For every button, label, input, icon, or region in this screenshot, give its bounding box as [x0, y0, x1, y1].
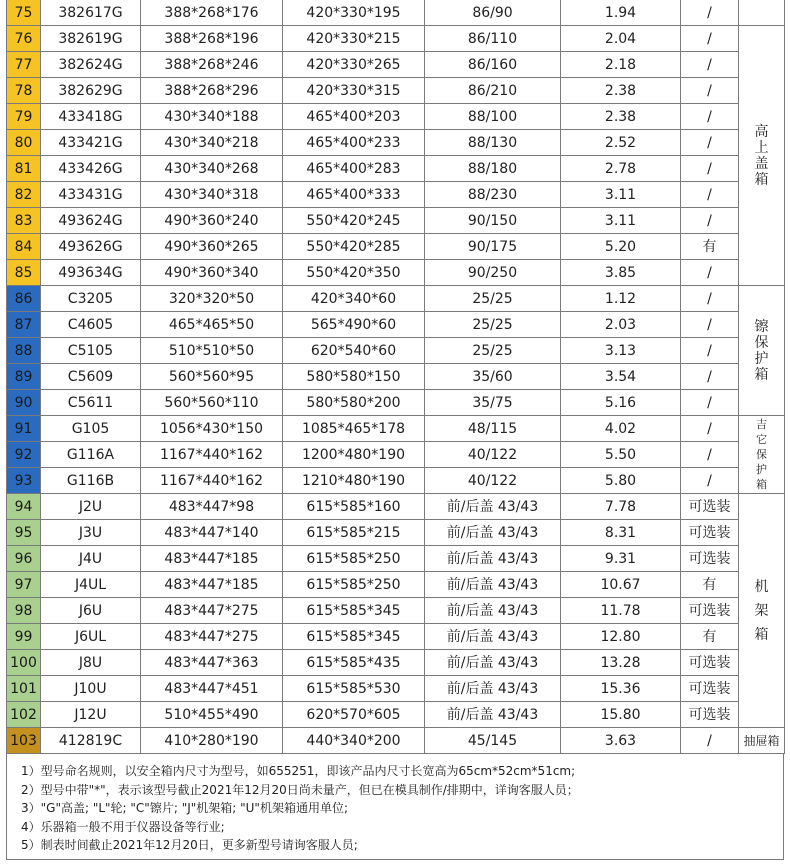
inner-size-cell: 1167*440*162 — [141, 468, 283, 494]
category-cell-guitar — [739, 416, 785, 494]
outer-size-cell: 1200*480*190 — [283, 442, 425, 468]
weight-cell: 2.18 — [561, 52, 681, 78]
wheel-cell: / — [681, 442, 739, 468]
table-row — [7, 156, 785, 182]
category-char: 箱 — [754, 626, 769, 643]
table-row — [7, 182, 785, 208]
row-number: 95 — [7, 520, 41, 546]
inner-size-cell: 510*455*490 — [141, 702, 283, 728]
table-row — [7, 286, 785, 312]
model-cell: G116A — [41, 442, 141, 468]
row-number: 82 — [7, 182, 41, 208]
wheel-cell: / — [681, 0, 739, 26]
wall-depth-cell: 前/后盖 43/43 — [425, 598, 561, 624]
wall-depth-cell: 前/后盖 43/43 — [425, 650, 561, 676]
table-row — [7, 78, 785, 104]
wheel-cell: / — [681, 182, 739, 208]
inner-size-cell: 410*280*190 — [141, 728, 283, 754]
wall-depth-cell: 前/后盖 43/43 — [425, 494, 561, 520]
table-row — [7, 208, 785, 234]
category-cell-drawer: 抽屉箱 — [739, 728, 785, 754]
table-row — [7, 546, 785, 572]
wheel-cell: / — [681, 26, 739, 52]
table-row — [7, 702, 785, 728]
wall-depth-cell: 25/25 — [425, 338, 561, 364]
weight-cell: 2.78 — [561, 156, 681, 182]
wheel-cell: / — [681, 52, 739, 78]
model-cell: J3U — [41, 520, 141, 546]
category-char: 保 — [754, 334, 769, 351]
inner-size-cell: 483*447*185 — [141, 572, 283, 598]
model-cell: J6UL — [41, 624, 141, 650]
row-number: 96 — [7, 546, 41, 572]
row-number: 85 — [7, 260, 41, 286]
row-number: 81 — [7, 156, 41, 182]
category-char: 架 — [754, 602, 769, 619]
wall-depth-cell: 86/160 — [425, 52, 561, 78]
wheel-cell: / — [681, 338, 739, 364]
weight-cell: 2.52 — [561, 130, 681, 156]
category-char: 吉 — [756, 418, 767, 431]
weight-cell: 3.54 — [561, 364, 681, 390]
wall-depth-cell: 40/122 — [425, 468, 561, 494]
inner-size-cell: 320*320*50 — [141, 286, 283, 312]
inner-size-cell: 430*340*188 — [141, 104, 283, 130]
table-row — [7, 52, 785, 78]
wall-depth-cell: 前/后盖 43/43 — [425, 676, 561, 702]
category-char: 上 — [754, 139, 769, 156]
outer-size-cell: 440*340*200 — [283, 728, 425, 754]
wheel-cell: 可选装 — [681, 598, 739, 624]
row-number: 90 — [7, 390, 41, 416]
wheel-cell: / — [681, 390, 739, 416]
table-row — [7, 624, 785, 650]
outer-size-cell: 465*400*203 — [283, 104, 425, 130]
weight-cell: 1.12 — [561, 286, 681, 312]
row-number: 98 — [7, 598, 41, 624]
wall-depth-cell: 前/后盖 43/43 — [425, 520, 561, 546]
table-row — [7, 260, 785, 286]
model-cell: G116B — [41, 468, 141, 494]
wheel-cell: / — [681, 208, 739, 234]
outer-size-cell: 1210*480*190 — [283, 468, 425, 494]
inner-size-cell: 483*447*140 — [141, 520, 283, 546]
weight-cell: 1.94 — [561, 0, 681, 26]
wall-depth-cell: 25/25 — [425, 286, 561, 312]
weight-cell: 10.67 — [561, 572, 681, 598]
spec-table — [6, 0, 785, 754]
weight-cell: 2.38 — [561, 104, 681, 130]
wheel-cell: 可选装 — [681, 520, 739, 546]
outer-size-cell: 580*580*150 — [283, 364, 425, 390]
weight-cell: 7.78 — [561, 494, 681, 520]
inner-size-cell: 490*360*340 — [141, 260, 283, 286]
model-cell: J12U — [41, 702, 141, 728]
weight-cell: 5.20 — [561, 234, 681, 260]
table-row — [7, 338, 785, 364]
table-row — [7, 572, 785, 598]
outer-size-cell: 615*585*250 — [283, 546, 425, 572]
inner-size-cell: 483*447*275 — [141, 624, 283, 650]
weight-cell: 5.80 — [561, 468, 681, 494]
wall-depth-cell: 86/210 — [425, 78, 561, 104]
inner-size-cell: 388*268*176 — [141, 0, 283, 26]
weight-cell: 3.11 — [561, 182, 681, 208]
row-number: 91 — [7, 416, 41, 442]
category-char: 它 — [756, 433, 767, 446]
model-cell: J2U — [41, 494, 141, 520]
weight-cell: 11.78 — [561, 598, 681, 624]
row-number: 88 — [7, 338, 41, 364]
model-cell: C5609 — [41, 364, 141, 390]
wall-depth-cell: 45/145 — [425, 728, 561, 754]
weight-cell: 2.04 — [561, 26, 681, 52]
wheel-cell: / — [681, 156, 739, 182]
row-number: 87 — [7, 312, 41, 338]
row-number: 83 — [7, 208, 41, 234]
table-row — [7, 390, 785, 416]
outer-size-cell: 420*330*215 — [283, 26, 425, 52]
model-cell: C5105 — [41, 338, 141, 364]
row-number: 92 — [7, 442, 41, 468]
wall-depth-cell: 90/150 — [425, 208, 561, 234]
row-number: 84 — [7, 234, 41, 260]
category-char: 镲 — [754, 318, 769, 335]
weight-cell: 9.31 — [561, 546, 681, 572]
model-cell: 433421G — [41, 130, 141, 156]
row-number: 100 — [7, 650, 41, 676]
table-row — [7, 728, 785, 754]
outer-size-cell: 580*580*200 — [283, 390, 425, 416]
category-char: 护 — [754, 350, 769, 367]
note-line: 5）制表时间截止2021年12月20日，更多新型号请询客服人员; — [21, 838, 358, 852]
wall-depth-cell: 86/110 — [425, 26, 561, 52]
weight-cell: 2.38 — [561, 78, 681, 104]
wheel-cell: / — [681, 104, 739, 130]
outer-size-cell: 615*585*345 — [283, 598, 425, 624]
weight-cell: 12.80 — [561, 624, 681, 650]
row-number: 97 — [7, 572, 41, 598]
outer-size-cell: 420*330*315 — [283, 78, 425, 104]
wheel-cell: / — [681, 286, 739, 312]
wall-depth-cell: 88/180 — [425, 156, 561, 182]
weight-cell: 5.50 — [561, 442, 681, 468]
wheel-cell: 有 — [681, 624, 739, 650]
model-cell: 382619G — [41, 26, 141, 52]
weight-cell: 4.02 — [561, 416, 681, 442]
wall-depth-cell: 48/115 — [425, 416, 561, 442]
category-char: 箱 — [754, 171, 769, 188]
outer-size-cell: 615*585*435 — [283, 650, 425, 676]
category-cell-high-lid — [739, 26, 785, 286]
outer-size-cell: 615*585*215 — [283, 520, 425, 546]
model-cell: 412819C — [41, 728, 141, 754]
weight-cell: 8.31 — [561, 520, 681, 546]
note-line: 2）型号中带"*"，表示该型号截止2021年12月20日尚未量产，但已在模具制作/排期中，详询客服人员； — [21, 782, 579, 797]
table-row — [7, 130, 785, 156]
row-number: 93 — [7, 468, 41, 494]
category-char: 盖 — [754, 155, 769, 172]
inner-size-cell: 483*447*451 — [141, 676, 283, 702]
note-line: 1）型号命名规则，以安全箱内尺寸为型号，如655251，即该产品内尺寸长宽高为65cm*52cm*51cm; — [21, 764, 576, 778]
wheel-cell: / — [681, 468, 739, 494]
outer-size-cell: 420*330*195 — [283, 0, 425, 26]
table-row — [7, 468, 785, 494]
spec-table-body — [7, 0, 785, 754]
wall-depth-cell: 35/60 — [425, 364, 561, 390]
row-number: 99 — [7, 624, 41, 650]
table-row — [7, 0, 785, 26]
outer-size-cell: 615*585*250 — [283, 572, 425, 598]
wall-depth-cell: 88/130 — [425, 130, 561, 156]
table-row — [7, 364, 785, 390]
wheel-cell: 有 — [681, 234, 739, 260]
outer-size-cell: 465*400*333 — [283, 182, 425, 208]
wall-depth-cell: 88/100 — [425, 104, 561, 130]
row-number: 102 — [7, 702, 41, 728]
inner-size-cell: 388*268*196 — [141, 26, 283, 52]
table-row — [7, 598, 785, 624]
model-cell: J8U — [41, 650, 141, 676]
row-number: 78 — [7, 78, 41, 104]
inner-size-cell: 483*447*363 — [141, 650, 283, 676]
category-char: 机 — [754, 578, 769, 595]
inner-size-cell: 490*360*240 — [141, 208, 283, 234]
wall-depth-cell: 前/后盖 43/43 — [425, 702, 561, 728]
inner-size-cell: 388*268*296 — [141, 78, 283, 104]
row-number: 79 — [7, 104, 41, 130]
weight-cell: 5.16 — [561, 390, 681, 416]
wall-depth-cell: 前/后盖 43/43 — [425, 572, 561, 598]
outer-size-cell: 550*420*245 — [283, 208, 425, 234]
category-cell-rack — [739, 494, 785, 728]
inner-size-cell: 483*447*98 — [141, 494, 283, 520]
table-row — [7, 26, 785, 52]
model-cell: 493634G — [41, 260, 141, 286]
wall-depth-cell: 88/230 — [425, 182, 561, 208]
category-cell-inlay — [739, 286, 785, 416]
row-number: 86 — [7, 286, 41, 312]
weight-cell: 13.28 — [561, 650, 681, 676]
row-number: 103 — [7, 728, 41, 754]
note-line: 4）乐器箱一般不用于仪器设备等行业; — [21, 819, 225, 834]
weight-cell: 3.85 — [561, 260, 681, 286]
outer-size-cell: 615*585*345 — [283, 624, 425, 650]
wheel-cell: 可选装 — [681, 650, 739, 676]
inner-size-cell: 388*268*246 — [141, 52, 283, 78]
row-number: 101 — [7, 676, 41, 702]
wall-depth-cell: 90/175 — [425, 234, 561, 260]
inner-size-cell: 430*340*218 — [141, 130, 283, 156]
wall-depth-cell: 前/后盖 43/43 — [425, 546, 561, 572]
notes-section — [6, 754, 784, 860]
wheel-cell: 可选装 — [681, 676, 739, 702]
model-cell: J6U — [41, 598, 141, 624]
model-cell: J10U — [41, 676, 141, 702]
row-number: 94 — [7, 494, 41, 520]
model-cell: J4UL — [41, 572, 141, 598]
wheel-cell: / — [681, 130, 739, 156]
category-char: 保 — [756, 448, 767, 461]
table-row — [7, 650, 785, 676]
inner-size-cell: 430*340*318 — [141, 182, 283, 208]
row-number: 76 — [7, 26, 41, 52]
table-row — [7, 494, 785, 520]
model-cell: 433426G — [41, 156, 141, 182]
table-row — [7, 234, 785, 260]
model-cell: C5611 — [41, 390, 141, 416]
wheel-cell: / — [681, 728, 739, 754]
inner-size-cell: 510*510*50 — [141, 338, 283, 364]
row-number: 89 — [7, 364, 41, 390]
outer-size-cell: 465*400*233 — [283, 130, 425, 156]
table-row — [7, 520, 785, 546]
outer-size-cell: 1085*465*178 — [283, 416, 425, 442]
row-number: 80 — [7, 130, 41, 156]
table-row — [7, 104, 785, 130]
outer-size-cell: 620*540*60 — [283, 338, 425, 364]
category-cell-empty — [739, 0, 785, 26]
weight-cell: 2.03 — [561, 312, 681, 338]
inner-size-cell: 465*465*50 — [141, 312, 283, 338]
model-cell: 433418G — [41, 104, 141, 130]
category-char: 箱 — [754, 366, 769, 383]
weight-cell: 3.63 — [561, 728, 681, 754]
outer-size-cell: 565*490*60 — [283, 312, 425, 338]
outer-size-cell: 550*420*285 — [283, 234, 425, 260]
model-cell: 382629G — [41, 78, 141, 104]
wall-depth-cell: 40/122 — [425, 442, 561, 468]
wheel-cell: / — [681, 312, 739, 338]
inner-size-cell: 483*447*185 — [141, 546, 283, 572]
model-cell: 493624G — [41, 208, 141, 234]
wall-depth-cell: 25/25 — [425, 312, 561, 338]
row-number: 77 — [7, 52, 41, 78]
model-cell: C4605 — [41, 312, 141, 338]
outer-size-cell: 420*340*60 — [283, 286, 425, 312]
wheel-cell: 可选装 — [681, 546, 739, 572]
table-row — [7, 416, 785, 442]
model-cell: 493626G — [41, 234, 141, 260]
outer-size-cell: 550*420*350 — [283, 260, 425, 286]
inner-size-cell: 1056*430*150 — [141, 416, 283, 442]
wheel-cell: 可选装 — [681, 702, 739, 728]
model-cell: G105 — [41, 416, 141, 442]
outer-size-cell: 620*570*605 — [283, 702, 425, 728]
model-cell: J4U — [41, 546, 141, 572]
wheel-cell: / — [681, 260, 739, 286]
wheel-cell: 可选装 — [681, 494, 739, 520]
inner-size-cell: 483*447*275 — [141, 598, 283, 624]
category-char: 护 — [756, 463, 767, 476]
outer-size-cell: 615*585*530 — [283, 676, 425, 702]
model-cell: 382617G — [41, 0, 141, 26]
wall-depth-cell: 前/后盖 43/43 — [425, 624, 561, 650]
table-row — [7, 676, 785, 702]
inner-size-cell: 1167*440*162 — [141, 442, 283, 468]
table-row — [7, 442, 785, 468]
outer-size-cell: 615*585*160 — [283, 494, 425, 520]
wheel-cell: / — [681, 416, 739, 442]
model-cell: C3205 — [41, 286, 141, 312]
weight-cell: 15.80 — [561, 702, 681, 728]
inner-size-cell: 430*340*268 — [141, 156, 283, 182]
outer-size-cell: 420*330*265 — [283, 52, 425, 78]
wheel-cell: / — [681, 364, 739, 390]
table-row — [7, 312, 785, 338]
wheel-cell: / — [681, 78, 739, 104]
weight-cell: 3.11 — [561, 208, 681, 234]
category-char: 高 — [754, 123, 769, 140]
inner-size-cell: 490*360*265 — [141, 234, 283, 260]
weight-cell: 3.13 — [561, 338, 681, 364]
note-line: 3）"G"高盖; "L"轮; "C"镲片; "J"机架箱; "U"机架箱通用单位; — [21, 801, 348, 815]
wall-depth-cell: 86/90 — [425, 0, 561, 26]
row-number: 75 — [7, 0, 41, 26]
category-char: 箱 — [756, 478, 767, 491]
model-cell: 382624G — [41, 52, 141, 78]
inner-size-cell: 560*560*110 — [141, 390, 283, 416]
wheel-cell: 有 — [681, 572, 739, 598]
wall-depth-cell: 90/250 — [425, 260, 561, 286]
model-cell: 433431G — [41, 182, 141, 208]
outer-size-cell: 465*400*283 — [283, 156, 425, 182]
weight-cell: 15.36 — [561, 676, 681, 702]
wall-depth-cell: 35/75 — [425, 390, 561, 416]
inner-size-cell: 560*560*95 — [141, 364, 283, 390]
